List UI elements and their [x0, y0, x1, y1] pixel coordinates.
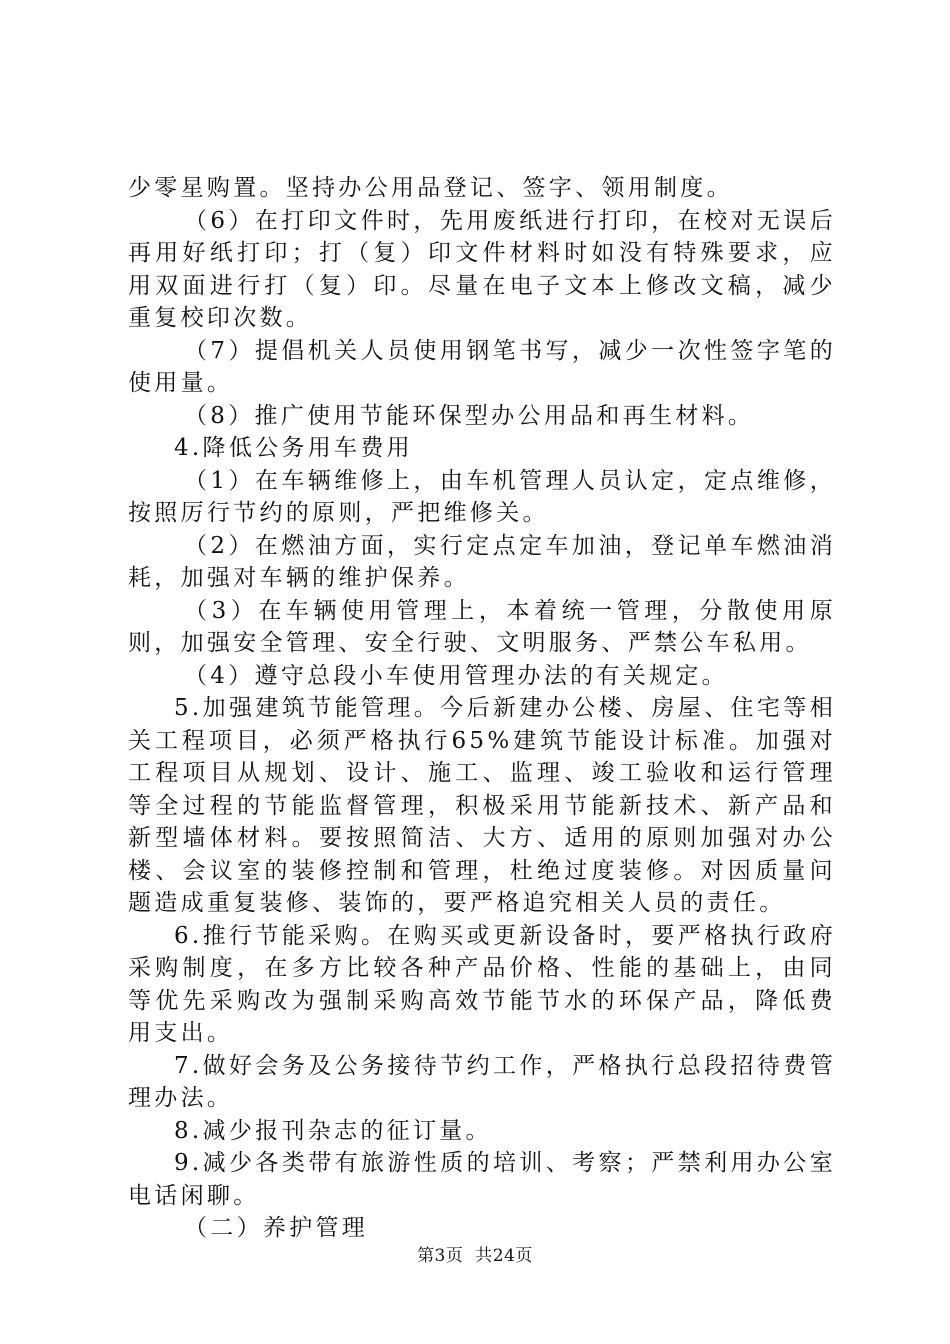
paragraph-section-9: 9.减少各类带有旅游性质的培训、考察；严禁利用办公室电话闲聊。: [128, 1150, 836, 1209]
paragraph-continuation: 少零星购置。坚持办公用品登记、签字、领用制度。: [128, 175, 733, 201]
section-heading-maintenance: （二）养护管理: [184, 1215, 369, 1241]
paragraph-section-8: 8.减少报刊杂志的征订量。: [174, 1117, 492, 1144]
page-total: 共24页: [475, 1246, 533, 1266]
paragraph-item-8: （8）推广使用节能环保型办公用品和再生材料。: [184, 402, 755, 429]
paragraph-item-6: （6）在打印文件时，先用废纸进行打印，在校对无误后再用好纸打印；打（复）印文件材料时如没有特殊要求，应用双面进行打（复）印。尽量在电子文本上修改文稿，减少重复校印次数。: [128, 207, 836, 331]
paragraph-vehicle-4: （4）遵守总段小车使用管理办法的有关规定。: [184, 662, 728, 689]
paragraph-item-7: （7）提倡机关人员使用钢笔书写，减少一次性签字笔的使用量。: [128, 337, 836, 396]
paragraph-section-5: 5.加强建筑节能管理。今后新建办公楼、房屋、住宅等相关工程项目，必须严格执行65%建筑节能设计标准。加强对工程项目从规划、设计、施工、监理、竣工验收和运行管理等全过程的节能监督管理，积极采用节能新技术、新产品和新型墙体材料。要按照简洁、大方、适用的原则加强对办公楼、会议室的装修控制和管理，杜绝过度装修。对因质量问题造成重复装修、装饰的，要严格追究相关人员的责任。: [128, 695, 836, 916]
paragraph-section-7: 7.做好会务及公务接待节约工作，严格执行总段招待费管理办法。: [128, 1052, 836, 1111]
paragraph-vehicle-3: （3）在车辆使用管理上，本着统一管理，分散使用原则，加强安全管理、安全行驶、文明服务、严禁公车私用。: [128, 597, 836, 656]
paragraph-section-6: 6.推行节能采购。在购买或更新设备时，要严格执行政府采购制度，在多方比较各种产品价格、性能的基础上，由同等优先采购改为强制采购高效节能节水的环保产品，降低费用支出。: [128, 922, 836, 1046]
page-footer: [0, 1241, 950, 1266]
paragraph-vehicle-1: （1）在车辆维修上，由车机管理人员认定，定点维修，按照厉行节约的原则，严把维修关。: [128, 467, 836, 526]
document-body: [128, 172, 836, 1245]
page-number: 第3页: [417, 1246, 464, 1266]
section-heading-4: 4.降低公务用车费用: [174, 435, 413, 461]
paragraph-vehicle-2: （2）在燃油方面，实行定点定车加油，登记单车燃油消耗，加强对车辆的维护保养。: [128, 532, 836, 591]
